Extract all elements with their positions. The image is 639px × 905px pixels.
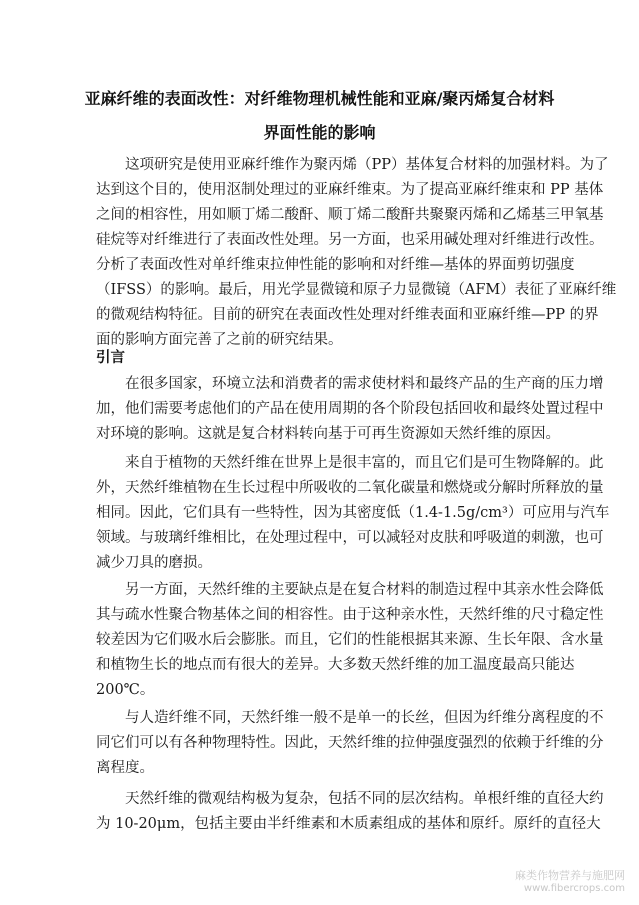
text-line: 外，天然纤维植物在生长过程中所吸收的二氧化碳量和燃烧或分解时所释放的量 xyxy=(96,480,604,496)
text-line: 在很多国家，环境立法和消费者的需求使材料和最终产品的生产商的压力增 xyxy=(125,376,604,392)
intro-paragraph-1 xyxy=(96,372,604,447)
text-line: 与人造纤维不同，天然纤维一般不是单一的长丝，但因为纤维分离程度的不 xyxy=(125,710,604,726)
site-watermark xyxy=(515,869,625,895)
text-line: 对环境的影响。这就是复合材料转向基于可再生资源如天然纤维的原因。 xyxy=(96,426,560,442)
text-line: 相同。因此，它们具有一些特性，因为其密度低（1.4-1.5g/cm³）可应用与汽车 xyxy=(96,505,610,521)
watermark-site-name: 麻类作物营养与施肥网 xyxy=(515,869,625,882)
text-line: （IFSS）的影响。最后，用光学显微镜和原子力显微镜（AFM）表征了亚麻纤维 xyxy=(96,282,617,298)
text-line: 较差因为它们吸水后会膨胀。而且，它们的性能根据其来源、生长年限、含水量 xyxy=(96,632,604,648)
text-line: 达到这个目的，使用沤制处理过的亚麻纤维束。为了提高亚麻纤维束和 PP 基体 xyxy=(96,182,604,198)
text-line: 加，他们需要考虑他们的产品在使用周期的各个阶段包括回收和最终处置过程中 xyxy=(96,401,604,417)
watermark-site-url: www.fibercrops.com xyxy=(523,883,625,894)
abstract-paragraph xyxy=(96,153,617,353)
text-line: 离程度。 xyxy=(96,760,154,776)
text-line: 减少刀具的磨损。 xyxy=(96,555,212,571)
document-title-line2: 界面性能的影响 xyxy=(263,123,376,142)
text-line: 领域。与玻璃纤维相比，在处理过程中，可以减轻对皮肤和呼吸道的刺激，也可 xyxy=(96,530,604,546)
text-line: 来自于植物的天然纤维在世界上是很丰富的，而且它们是可生物降解的。此 xyxy=(125,455,604,471)
intro-paragraph-2 xyxy=(96,451,610,576)
text-line: 之间的相容性，用如顺丁烯二酸酐、顺丁烯二酸酐共聚聚丙烯和乙烯基三甲氧基 xyxy=(96,207,604,223)
document-title-line1: 亚麻纤维的表面改性：对纤维物理机械性能和亚麻/聚丙烯复合材料 xyxy=(84,89,555,108)
text-line: 200℃。 xyxy=(96,682,155,698)
text-line: 分析了表面改性对单纤维束拉伸性能的影响和对纤维—基体的界面剪切强度 xyxy=(96,257,575,273)
text-line: 同它们可以有各种物理特性。因此，天然纤维的拉伸强度强烈的依赖于纤维的分 xyxy=(96,735,604,751)
intro-paragraph-4 xyxy=(96,706,604,781)
text-line: 面的影响方面完善了之前的研究结果。 xyxy=(96,332,343,348)
text-line: 和植物生长的地点而有很大的差异。大多数天然纤维的加工温度最高只能达 xyxy=(96,657,575,673)
intro-paragraph-3 xyxy=(96,578,604,703)
section-heading-introduction: 引言 xyxy=(96,350,125,366)
text-line: 这项研究是使用亚麻纤维作为聚丙烯（PP）基体复合材料的加强材料。为了 xyxy=(125,157,609,173)
text-line: 的微观结构特征。目前的研究在表面改性处理对纤维表面和亚麻纤维—PP 的界 xyxy=(96,307,599,323)
intro-paragraph-5 xyxy=(96,787,604,837)
text-line: 硅烷等对纤维进行了表面改性处理。另一方面，也采用碱处理对纤维进行改性。 xyxy=(96,232,604,248)
text-line: 为 10-20μm，包括主要由半纤维素和木质素组成的基体和原纤。原纤的直径大 xyxy=(96,816,601,832)
text-line: 另一方面，天然纤维的主要缺点是在复合材料的制造过程中其亲水性会降低 xyxy=(125,582,604,598)
text-line: 其与疏水性聚合物基体之间的相容性。由于这种亲水性，天然纤维的尺寸稳定性 xyxy=(96,607,604,623)
text-line: 天然纤维的微观结构极为复杂，包括不同的层次结构。单根纤维的直径大约 xyxy=(125,791,604,807)
